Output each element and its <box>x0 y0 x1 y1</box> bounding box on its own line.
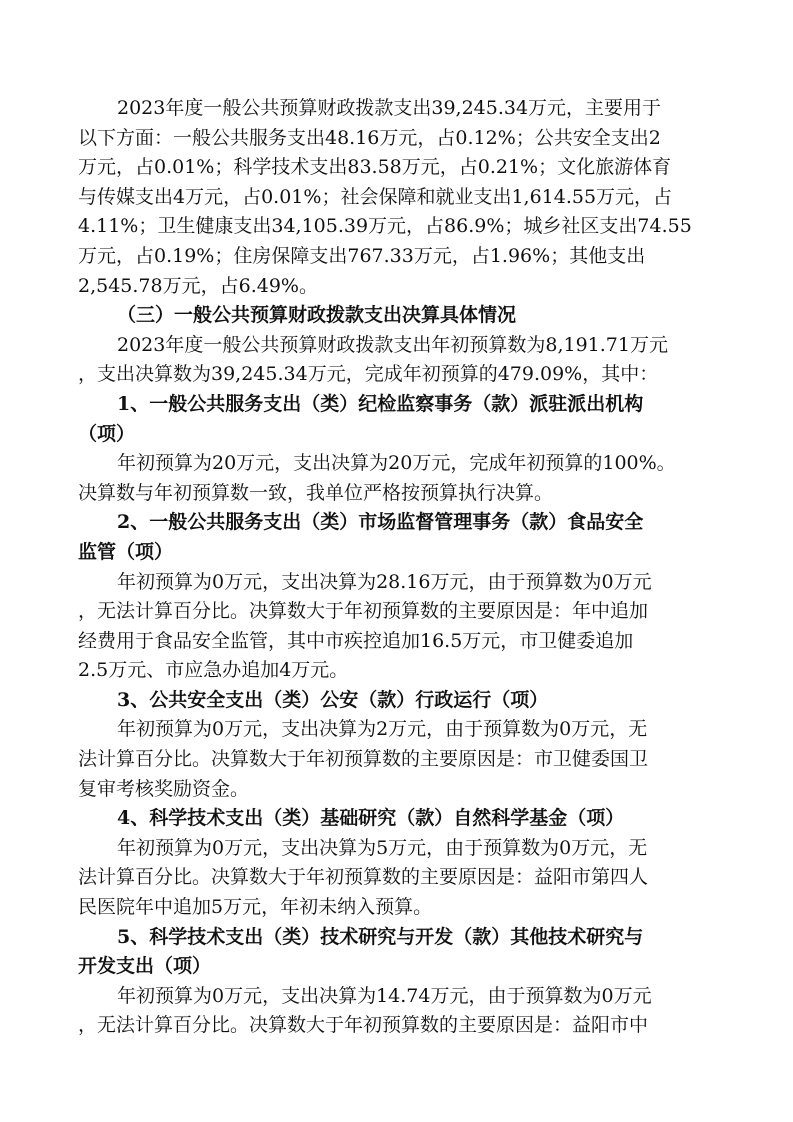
text-line: 监管（项） <box>78 540 174 563</box>
text-line: 2、一般公共服务支出（类）市场监督管理事务（款）食品安全 <box>117 511 644 534</box>
section-heading <box>78 686 715 716</box>
text-line: 开发支出（项） <box>78 955 212 978</box>
body-paragraph <box>78 715 715 804</box>
text-line: 2023年度一般公共预算财政拨款支出年初预算数为8,191.71万元 <box>117 333 668 356</box>
text-line: 5、科学技术支出（类）技术研究与开发（款）其他技术研究与 <box>117 925 644 948</box>
text-line: 复审考核奖励资金。 <box>78 777 250 800</box>
text-line: （三）一般公共预算财政拨款支出决算具体情况 <box>117 304 517 327</box>
text-line: 4.11%；卫生健康支出34,105.39万元，占86.9%；城乡社区支出74.55 <box>78 215 692 238</box>
text-line: 年初预算为20万元，支出决算为20万元，完成年初预算的100%。 <box>117 452 676 475</box>
text-line: 万元，占0.01%；科学技术支出83.58万元，占0.21%；文化旅游体育 <box>78 156 672 179</box>
text-line: 年初预算为0万元，支出决算为14.74万元，由于预算数为0万元 <box>117 984 652 1007</box>
text-line: 法计算百分比。决算数大于年初预算数的主要原因是：市卫健委国卫 <box>78 748 649 771</box>
section-heading <box>78 390 715 449</box>
text-line: 民医院年中追加5万元，年初未纳入预算。 <box>78 896 433 919</box>
section-heading <box>78 301 715 331</box>
body-paragraph <box>78 568 715 686</box>
text-line: 4、科学技术支出（类）基础研究（款）自然科学基金（项） <box>117 807 625 830</box>
text-line: 法计算百分比。决算数大于年初预算数的主要原因是：益阳市第四人 <box>78 866 649 889</box>
text-line: ，无法计算百分比。决算数大于年初预算数的主要原因是：年中追加 <box>78 600 649 623</box>
text-line: 1、一般公共服务支出（类）纪检监察事务（款）派驻派出机构 <box>117 392 644 415</box>
body-paragraph <box>78 982 715 1041</box>
text-line: 与传媒支出4万元，占0.01%；社会保障和就业支出1,614.55万元，占 <box>78 185 673 208</box>
text-line: ，支出决算数为39,245.34万元，完成年初预算的479.09%，其中： <box>78 363 659 386</box>
section-heading <box>78 804 715 834</box>
body-paragraph <box>78 449 715 508</box>
text-line: 以下方面：一般公共服务支出48.16万元，占0.12%；公共安全支出2 <box>78 126 661 149</box>
text-line: （项） <box>78 422 136 445</box>
text-line: 年初预算为0万元，支出决算为2万元，由于预算数为0万元，无 <box>117 718 648 741</box>
text-line: 万元，占0.19%；住房保障支出767.33万元，占1.96%；其他支出 <box>78 244 646 267</box>
body-paragraph <box>78 331 715 390</box>
text-line: 2.5万元、市应急办追加4万元。 <box>78 659 349 682</box>
text-line: 年初预算为0万元，支出决算为28.16万元，由于预算数为0万元 <box>117 570 652 593</box>
text-line: 决算数与年初预算数一致，我单位严格按预算执行决算。 <box>78 481 554 504</box>
text-line: 2,545.78万元，占6.49%。 <box>78 274 318 297</box>
text-line: ，无法计算百分比。决算数大于年初预算数的主要原因是：益阳市中 <box>78 1014 649 1037</box>
text-line: 2023年度一般公共预算财政拨款支出39,245.34万元，主要用于 <box>117 97 662 119</box>
section-heading <box>78 508 715 567</box>
text-line: 经费用于食品安全监管，其中市疾控追加16.5万元，市卫健委追加 <box>78 629 634 652</box>
body-paragraph <box>78 834 715 923</box>
section-heading <box>78 923 715 982</box>
text-line: 3、公共安全支出（类）公安（款）行政运行（项） <box>117 688 549 711</box>
body-paragraph <box>78 94 715 301</box>
text-line: 年初预算为0万元，支出决算为5万元，由于预算数为0万元，无 <box>117 836 648 859</box>
